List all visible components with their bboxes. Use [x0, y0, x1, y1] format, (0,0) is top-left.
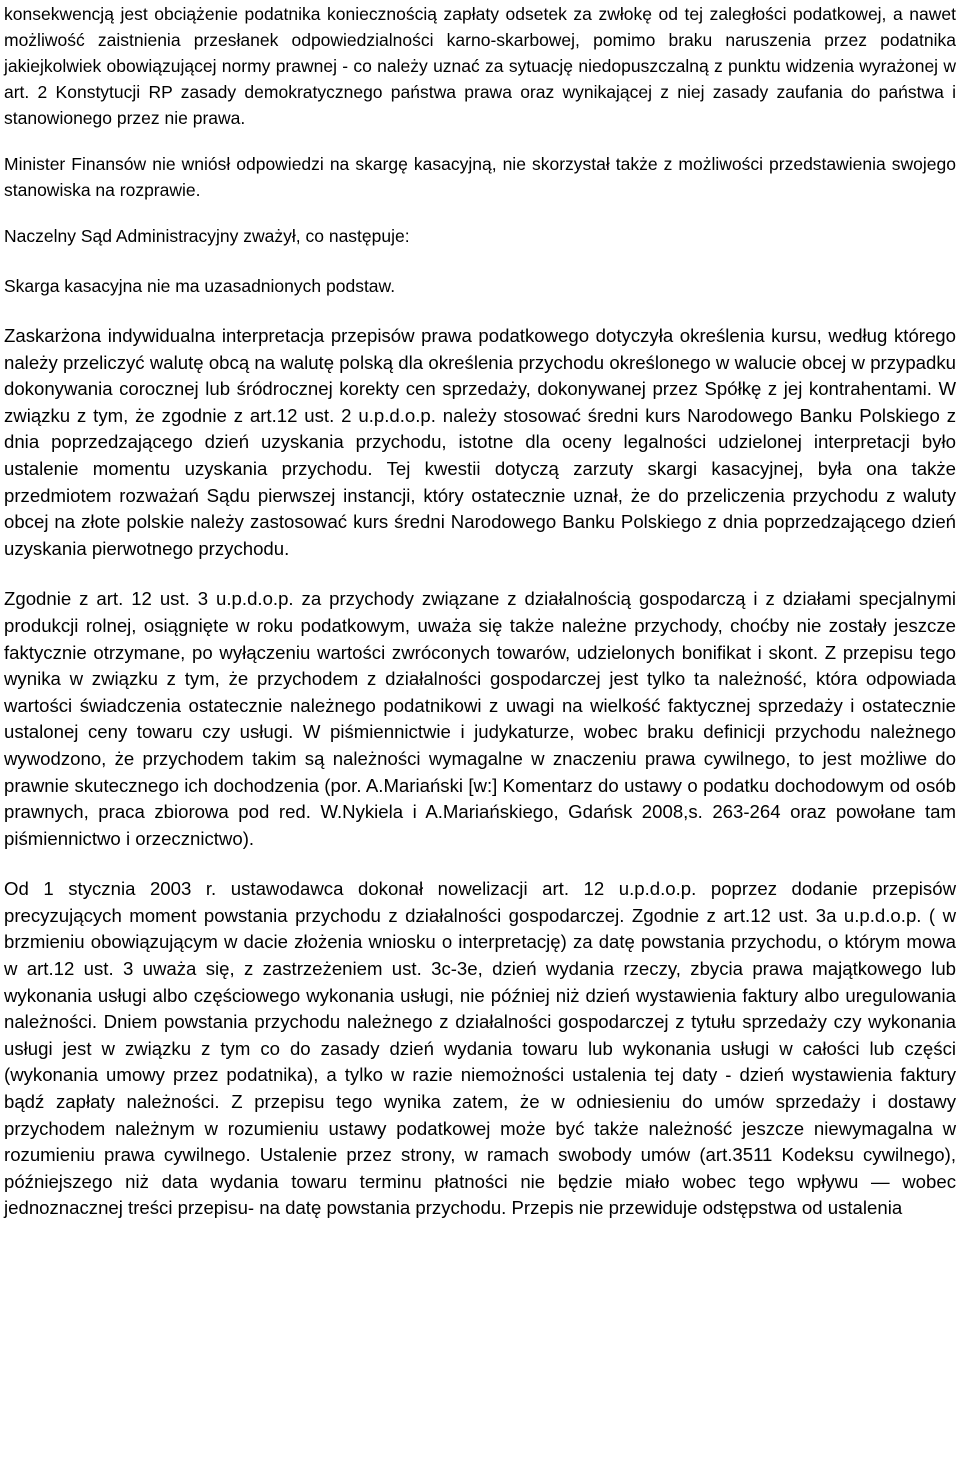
paragraph-7: Od 1 stycznia 2003 r. ustawodawca dokonał nowelizacji art. 12 u.p.d.o.p. poprzez dodanie przepisów precyzujących moment powstania przychodu z działalności gospodarczej. Zgodnie z art.12 ust. 3a u.p.d.o.p. ( w brzmieniu obowiązującym w dacie złożenia wniosku o interpretację) za datę powstania przychodu, o którym mowa w art.12 ust. 3 uważa się, z zastrzeżeniem ust. 3c-3e, dzień wydania rzeczy, zbycia prawa majątkowego lub wykonania usługi albo częściowego wykonania usługi, nie później niż dzień wystawienia faktury albo uregulowania należności. Dniem powstania przychodu należnego z działalności gospodarczej z tytułu sprzedaży czy wykonania usługi jest w związku z tym co do zasady dzień wydania towaru lub wykonania usługi w całości lub części (wykonania umowy przez podatnika), a tylko w razie niemożności ustalenia tej daty - dzień wystawienia faktury bądź zapłaty należności. Z przepisu tego wynika zatem, że w odniesieniu do umów sprzedaży i dostawy przychodem należnym w rozumieniu ustawy podatkowej może być także należność jeszcze niewymagalna w rozumieniu prawa cywilnego. Ustalenie przez strony, w ramach swobody umów (art.3511 Kodeksu cywilnego), późniejszego niż data wydania towaru terminu płatności nie będzie miało wobec tego wpływu — wobec jednoznacznej treści przepisu- na datę powstania przychodu. Przepis nie przewiduje odstępstwa od ustalenia — [4, 878, 956, 1219]
paragraph-gap — [4, 203, 956, 223]
paragraph-gap — [4, 562, 956, 586]
paragraph-6: Zgodnie z art. 12 ust. 3 u.p.d.o.p. za przychody związane z działalnością gospodarczą i z działami specjalnymi produkcji rolnej, osiągnięte w roku podatkowym, uważa się także należne przychody, choćby nie zostały jeszcze faktycznie otrzymane, po wyłączeniu wartości zwróconych towarów, udzielonych bonifikat i skont. Z przepisu tego wynika w związku z tym, że przychodem z działalności gospodarczej jest tylko ta należność, która odpowiada wartości świadczenia ostatecznie należnego podatnikowi z uwagi na wielkość faktycznej sprzedaży i ostatecznie ustalonej ceny towaru czy usługi. W piśmiennictwie i judykaturze, wobec braku definicji przychodu należnego wywodzono, że przychodem takim są należności wymagalne w znaczeniu prawa cywilnego, to jest możliwe do prawnie skutecznego ich dochodzenia (por. A.Mariański [w:] Komentarz do ustawy o podatku dochodowym od osób prawnych, praca zbiorowa pod red. W.Nykiela i A.Mariańskiego, Gdańsk 2008,s. 263-264 oraz powołane tam piśmiennictwo i orzecznictwo). — [4, 588, 956, 849]
paragraph-5: Zaskarżona indywidualna interpretacja przepisów prawa podatkowego dotyczyła określenia kursu, według którego należy przeliczyć walutę obcą na walutę polską dla określenia przychodu określonego w walucie obcej w przypadku dokonywania corocznej lub śródrocznej korekty cen sprzedaży, dokonywanej przez Spółkę z jej kontrahentami. W związku z tym, że zgodnie z art.12 ust. 2 u.p.d.o.p. należy stosować średni kurs Narodowego Banku Polskiego z dnia poprzedzającego dzień uzyskania przychodu, istotne dla oceny legalności udzielonej interpretacji było ustalenie momentu uzyskania przychodu. Tej kwestii dotyczą zarzuty skargi kasacyjnej, była ona także przedmiotem rozważań Sądu pierwszej instancji, który ostatecznie uznał, że do przeliczenia przychodu z waluty obcej na złote polskie należy zastosować kurs średni Narodowego Banku Polskiego z dnia poprzedzającego dzień uzyskania pierwotnego przychodu. — [4, 325, 956, 559]
paragraph-3: Naczelny Sąd Administracyjny zważył, co następuje: — [4, 226, 410, 246]
document-page — [4, 0, 956, 1222]
paragraph-gap — [4, 299, 956, 323]
paragraph-gap — [4, 852, 956, 876]
paragraph-4: Skarga kasacyjna nie ma uzasadnionych podstaw. — [4, 276, 396, 296]
paragraph-1: konsekwencją jest obciążenie podatnika koniecznością zapłaty odsetek za zwłokę od tej zaległości podatkowej, a nawet możliwość zaistnienia przesłanek odpowiedzialności karno-skarbowej, pomimo braku naruszenia przez podatnika jakiejkolwiek obowiązującej normy prawnej - co należy uznać za sytuację niedopuszczalną z punktu widzenia wyrażonej w art. 2 Konstytucji RP zasady demokratycznego państwa prawa oraz wynikającej z niej zasady zaufania do państwa i stanowionego przez nie prawa. — [4, 4, 956, 128]
paragraph-gap — [4, 131, 956, 151]
paragraph-2: Minister Finansów nie wniósł odpowiedzi na skargę kasacyjną, nie skorzystał także z możliwości przedstawienia swojego stanowiska na rozprawie. — [4, 154, 956, 200]
paragraph-gap — [4, 249, 956, 273]
